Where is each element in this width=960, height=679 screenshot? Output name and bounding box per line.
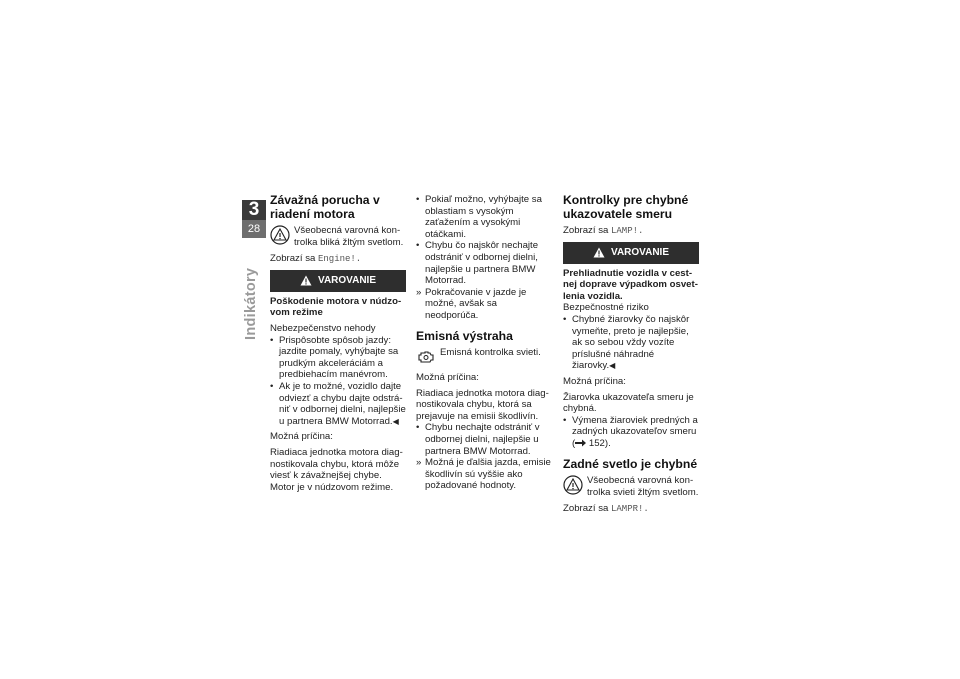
- warning-label: VAROVANIE: [611, 246, 669, 258]
- list-item: • Pokiaľ možno, vyhýbajte sa oblastiam s vysokým zaťažením a vysokými otáčkami.: [416, 194, 552, 240]
- list-item: [270, 381, 406, 427]
- general-warning-row: [563, 475, 699, 498]
- danger-text: Nebezpečenstvo nehody: [270, 322, 376, 334]
- end-mark: ◀: [392, 416, 399, 426]
- cause-text: Žiarovka ukazovateľa smeru je chybná.: [563, 391, 694, 415]
- display-line: [563, 225, 699, 238]
- warning-heading: Prehliadnutie vozidla v cestnej doprave výpadkom osvetlenia vozidla.: [563, 267, 698, 302]
- reference-arrow-icon: [575, 439, 586, 447]
- end-mark: ◀: [609, 361, 616, 371]
- general-warning-text: Všeobecná varovná kontrolka bliká žltým svetlom.: [294, 225, 404, 248]
- shows-label: Zobrazí sa: [563, 503, 609, 515]
- heading-indicator-lights: Kontrolky pre chybné ukazovatele smeru: [563, 193, 689, 221]
- safety-text: Bezpečnostné riziko: [563, 302, 649, 314]
- ref-page: 152).: [588, 437, 611, 449]
- list-item: • Chybu nechajte odstrániť v odbornej dielni, najlepšie u partnera BMW Motorrad.: [416, 422, 552, 457]
- ref-open: (: [572, 437, 576, 449]
- column-1: [270, 194, 406, 497]
- bullet-list: [270, 335, 406, 428]
- emission-row: [416, 347, 552, 367]
- section-side-title: Indikátory: [243, 267, 259, 340]
- page-reference[interactable]: [572, 438, 611, 449]
- shows-label: Zobrazí sa: [563, 225, 609, 236]
- warning-triangle-icon: [300, 275, 312, 286]
- warning-bar: [270, 270, 406, 292]
- cause-label: Možná príčina:: [563, 375, 626, 387]
- list-item: » Pokračovanie v jazde je možné, avšak sa neodporúča.: [416, 287, 552, 322]
- warning-label: VAROVANIE: [318, 274, 376, 286]
- engine-emission-icon: [416, 347, 436, 367]
- heading-rear-light-defective: Zadné svetlo je chybné: [563, 456, 698, 471]
- heading-serious-engine-fault: Závažná porucha v riadení motora: [270, 193, 380, 221]
- list-item-text: Výmena žiaroviek predných a zadných ukazovateľov smeru: [572, 414, 698, 438]
- warning-triangle-icon: [593, 247, 605, 258]
- general-warning-icon: [270, 225, 290, 245]
- list-item: • Chybu čo najskôr nechajte odstrániť v odbornej dielni, najlepšie u partnera BMW Motorrad.: [416, 240, 552, 286]
- cause-text: Riadiaca jednotka motora diagnostikovala chybu, ktorá môže viesť k závažnejšej chybe. Motor je v núdzovom režime.: [270, 446, 403, 493]
- page-number: 28: [242, 220, 266, 238]
- bullet-list: [563, 415, 699, 450]
- display-code: Engine!.: [318, 254, 362, 265]
- display-line: [270, 253, 406, 266]
- heading-emission-warning: Emisná výstraha: [416, 328, 513, 343]
- warning-bar: [563, 242, 699, 264]
- display-line: [563, 503, 699, 516]
- column-2: [416, 194, 552, 496]
- emission-icon-text: Emisná kontrolka svieti.: [440, 347, 541, 359]
- shows-label: Zobrazí sa: [270, 253, 316, 265]
- column-3: [563, 194, 699, 520]
- list-item: [563, 314, 699, 372]
- warning-heading: Poškodenie motora v núdzovom režime: [270, 295, 402, 319]
- display-code: LAMP!.: [611, 226, 644, 236]
- general-warning-text: Všeobecná varovná kontrolka svieti žltým svetlom.: [587, 475, 699, 498]
- bullet-list: [416, 194, 552, 322]
- chapter-number: 3: [242, 200, 266, 220]
- display-code: LAMPR!.: [611, 504, 649, 515]
- cause-label: Možná príčina:: [270, 431, 333, 443]
- bullet-list: [416, 422, 552, 492]
- bullet-list: [563, 314, 699, 372]
- cause-text: Riadiaca jednotka motora diagnostikovala chybu, ktorá sa prejavuje na emisii škodlivín.: [416, 387, 549, 422]
- list-item: [563, 415, 699, 450]
- list-item-text: Ak je to možné, vozidlo dajte odviezť a chybu dajte odstrániť v odbornej dielni, najlepšie u partnera BMW Motorrad.: [279, 380, 406, 427]
- list-item-text: Chybné žiarovky čo najskôr vymeňte, preto je najlepšie, ak so sebou vždy vozíte príslušné náhradné žiarovky.: [572, 313, 690, 372]
- cause-label: Možná príčina:: [416, 372, 479, 384]
- general-warning-icon: [563, 475, 583, 495]
- list-item: » Možná je ďalšia jazda, emisie škodlivín sú vyššie ako požadované hodnoty.: [416, 457, 552, 492]
- list-item: • Prispôsobte spôsob jazdy: jazdite pomaly, vyhýbajte sa prudkým akceleráciám a predbiehacím manévrom.: [270, 335, 406, 381]
- general-warning-row: [270, 225, 406, 248]
